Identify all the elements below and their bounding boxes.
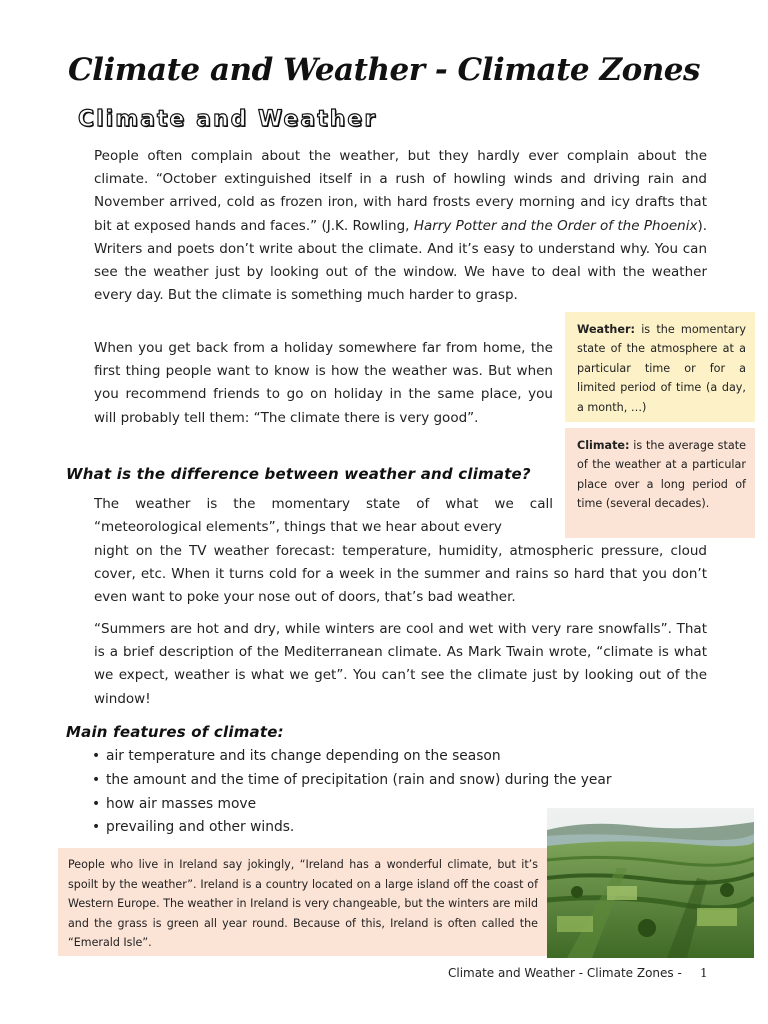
climate-definition-text: is the average state of the weather at a particular place over a long period of time (several decades). bbox=[577, 439, 746, 511]
ireland-landscape-photo bbox=[547, 808, 754, 958]
paragraph-mediterranean: “Summers are hot and dry, while winters are cool and wet with very rare snowfalls”. That is a brief description of the Mediterranean climate. As Mark Twain wrote, “climate is what we expect, weather is what we get”. You can’t see the climate just by looking out of the window! bbox=[94, 621, 707, 707]
page-number: 1 bbox=[700, 966, 708, 980]
weather-term: Weather: bbox=[577, 323, 635, 336]
paragraph-intro-part1: People often complain about the weather, but they hardly ever complain about the climate. “October extinguished itself in a rush of howling winds and driving rain and November arrived, cold as frozen iron, with hard frosts every morning and icy drafts that bit at exposed hands and faces.” (J.K. Rowling, bbox=[94, 148, 707, 234]
features-heading: Main features of climate: bbox=[66, 723, 284, 741]
weather-definition-box bbox=[565, 312, 755, 422]
bullet: • bbox=[92, 795, 101, 812]
landscape-illustration bbox=[547, 808, 754, 958]
list-item: • how air masses move bbox=[92, 793, 702, 817]
paragraph-holiday: When you get back from a holiday somewhere far from home, the first thing people want to know is how the weather was. But when you recommend friends to go on holiday in the same place, you will probably tell them: “The climate there is very good”. bbox=[94, 340, 553, 426]
paragraph-intro-part2: ). Writers and poets don’t write about the climate. And it’s easy to understand why. You can see the weather just by looking out of the window. We have to deal with the weather every day. But the climate is something much harder to grasp. bbox=[94, 217, 707, 304]
bullet: • bbox=[92, 771, 101, 788]
paragraph-intro bbox=[94, 145, 707, 307]
bullet: • bbox=[92, 748, 101, 764]
difference-heading: What is the difference between weather and climate? bbox=[66, 465, 531, 483]
list-item: • air temperature and its change depending on the season bbox=[92, 745, 702, 769]
weather-definition-text: is the momentary state of the atmosphere at a particular time or for a limited period of time (a day, a month, …) bbox=[577, 323, 746, 414]
climate-term: Climate: bbox=[577, 439, 630, 452]
paragraph-weather-elements-end: night on the TV weather forecast: temperature, humidity, atmospheric pressure, cloud cover, etc. When it turns cold for a week in the summer and rains so hard that you don’t even want to poke your nose out of doors, that’s bad weather. bbox=[94, 543, 707, 606]
section-heading: Climate and Weather bbox=[78, 107, 378, 132]
bullet: • bbox=[92, 819, 101, 836]
ireland-info-box: People who live in Ireland say jokingly, “Ireland has a wonderful climate, but it’s spoilt by the weather”. Ireland is a country located on a large island off the coast of Western Europe. The weather in Ireland is very changeable, but the winters are mild and the grass is green all year round. Because of this, Ireland is often called the “Emerald Isle”. bbox=[58, 848, 548, 956]
footer-text: Climate and Weather - Climate Zones - bbox=[448, 966, 682, 980]
list-item: • prevailing and other winds. bbox=[92, 816, 702, 840]
paragraph-weather-elements-start: The weather is the momentary state of what we call “meteorological elements”, things that we hear about every bbox=[94, 496, 553, 536]
list-item: • the amount and the time of precipitation (rain and snow) during the year bbox=[92, 769, 702, 793]
climate-definition-box bbox=[565, 428, 755, 538]
page-title: Climate and Weather - Climate Zones bbox=[68, 52, 700, 88]
book-title: Harry Potter and the Order of the Phoenix bbox=[413, 217, 698, 234]
